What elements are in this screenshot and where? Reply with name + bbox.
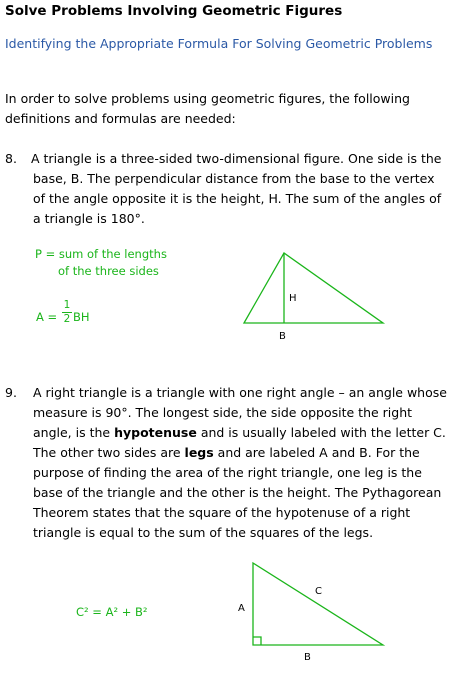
perimeter-formula-line-2: of the three sides <box>58 264 159 278</box>
right-triangle-label-b: B <box>304 652 311 663</box>
item-9-number: 9. <box>5 385 17 400</box>
triangle-outline <box>244 253 383 323</box>
right-triangle-outline <box>253 563 383 645</box>
item-9-text <box>33 383 451 543</box>
right-angle-marker <box>253 637 261 645</box>
item-8-text: A triangle is a three-sided two-dimensional figure. One side is the base, B. The perpendicular distance from the base to the vertex of the angle opposite it is the height, H. The sum of the angles of a triangle is 180°. <box>31 151 442 226</box>
area-formula-bh: BH <box>73 310 90 324</box>
right-triangle-label-a: A <box>238 603 245 614</box>
area-formula-label: A = <box>36 310 58 324</box>
fraction-denominator: 2 <box>63 313 71 325</box>
intro-paragraph: In order to solve problems using geometric figures, the following definitions and formulas are needed: <box>5 91 410 126</box>
item-9-text-part-3: and are labeled A and B. For the purpose of finding the area of the right triangle, one leg is the base of the triangle and the other is the height. The Pythagorean Theorem states that the square of the hypotenuse of a right triangle is equal to the sum of the squares of the legs. <box>33 445 442 540</box>
page-title: Solve Problems Involving Geometric Figures <box>5 3 343 19</box>
triangle-figure <box>244 253 383 323</box>
right-triangle-label-c: C <box>315 586 322 597</box>
section-subtitle: Identifying the Appropriate Formula For Solving Geometric Problems <box>5 36 433 51</box>
term-hypotenuse: hypotenuse <box>114 425 197 440</box>
right-triangle-figure <box>253 563 383 645</box>
item-8-number: 8. <box>5 151 17 166</box>
item-9-text-part-2: and is usually labeled with the letter C. The other two sides are <box>33 425 446 460</box>
item-9-text-part-1: A right triangle is a triangle with one right angle – an angle whose measure is 90°. The longest side, the side opposite the right angle, is the <box>33 385 447 440</box>
triangle-label-b: B <box>279 331 286 342</box>
term-legs: legs <box>184 445 214 460</box>
pythagorean-formula: C² = A² + B² <box>76 605 148 619</box>
perimeter-formula-line-1: P = sum of the lengths <box>35 247 167 261</box>
triangle-label-h: H <box>289 293 297 304</box>
fraction-numerator: 1 <box>63 299 71 311</box>
